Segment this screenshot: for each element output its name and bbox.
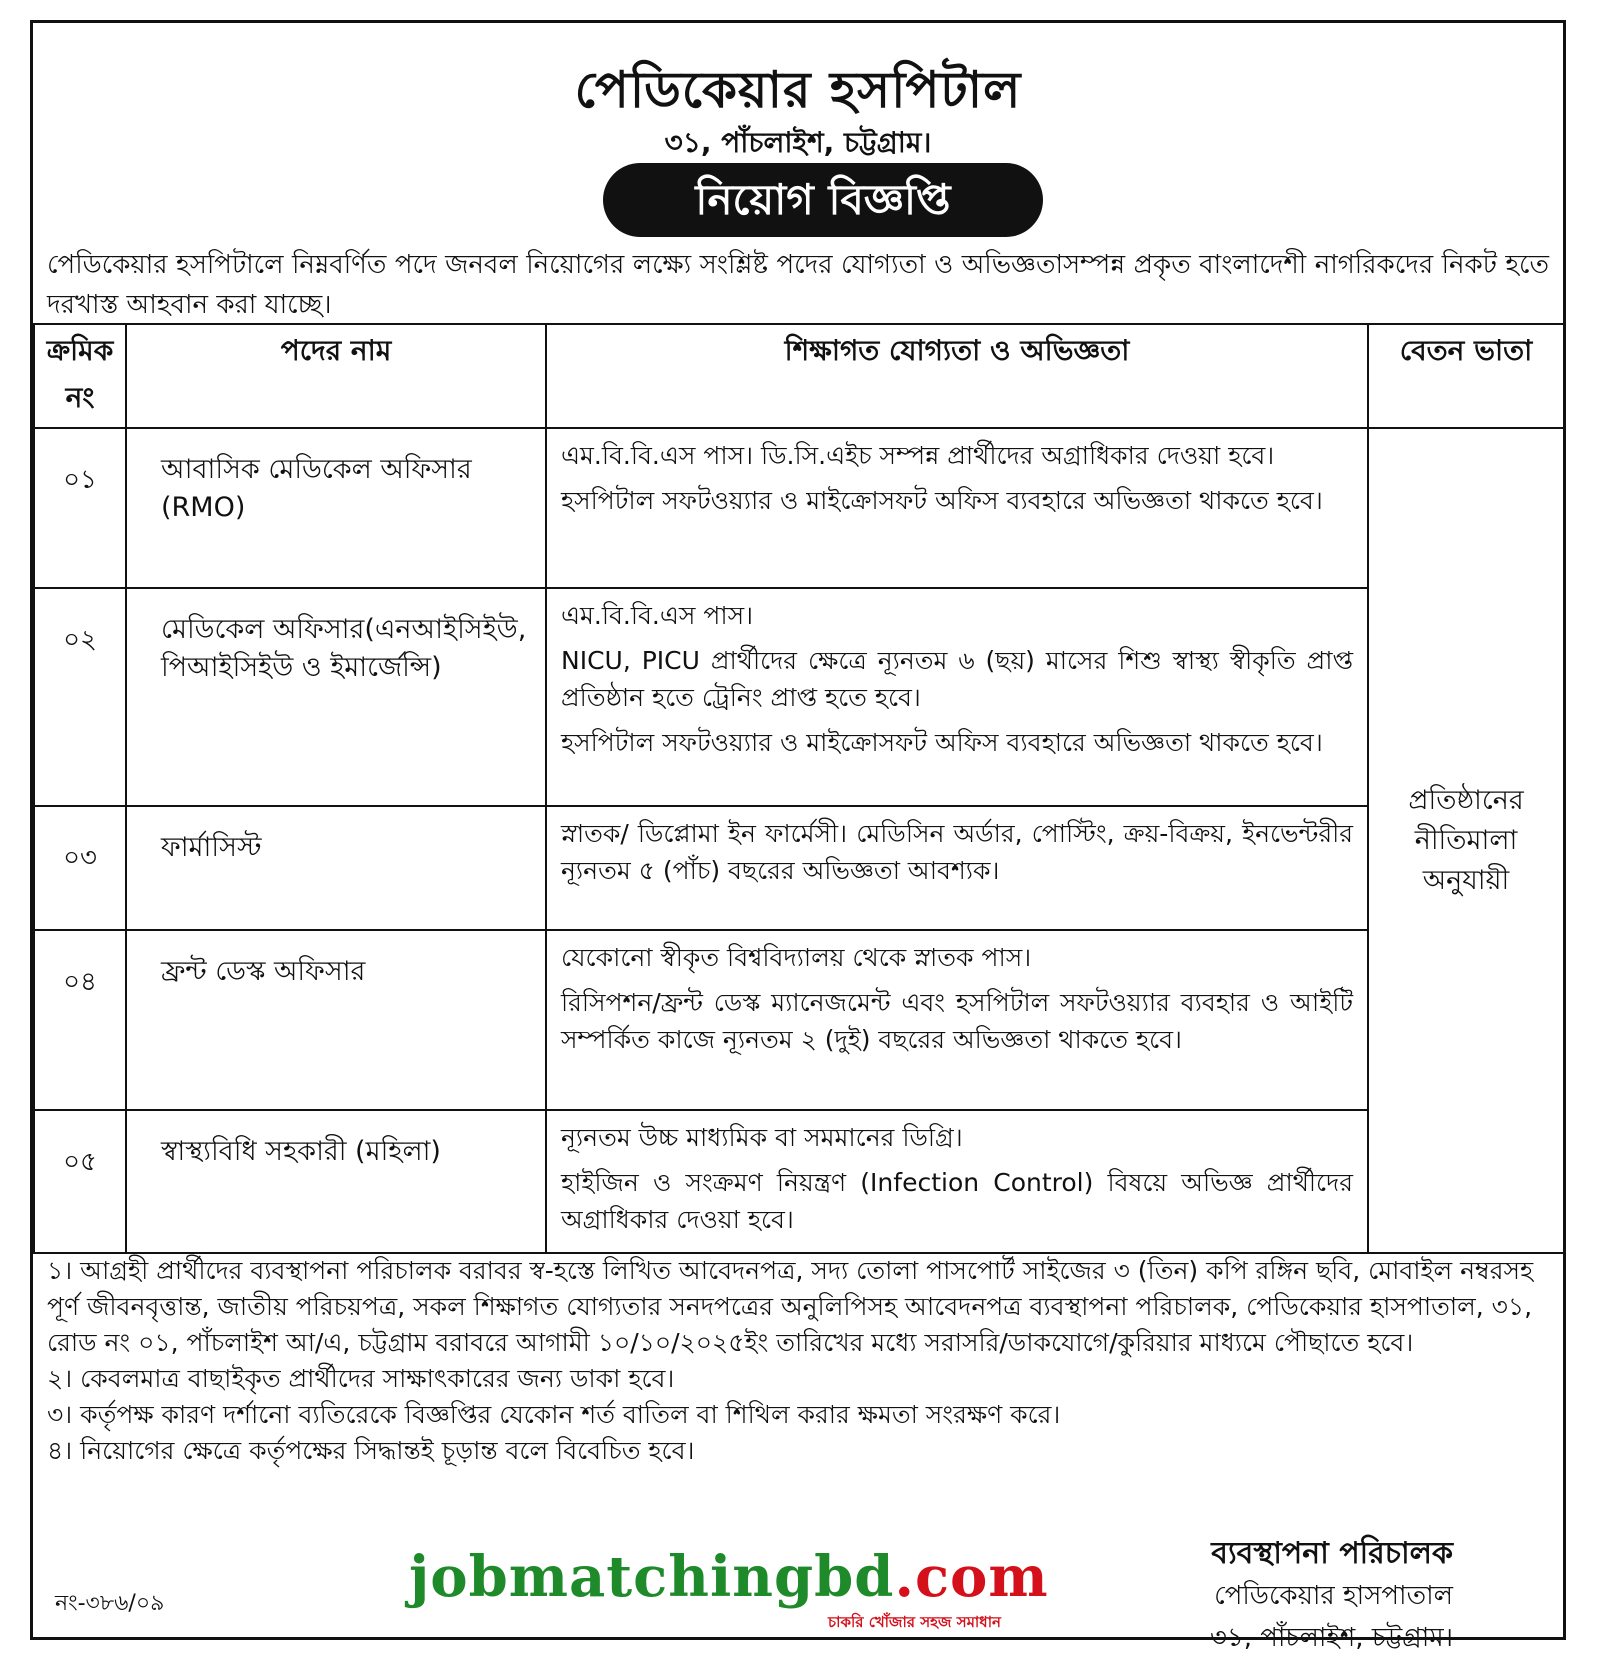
job-table <box>33 323 1565 1254</box>
notice-frame <box>30 20 1566 1653</box>
watermark-main: jobmatchingbd <box>409 1544 895 1610</box>
watermark-logo <box>409 1544 1049 1631</box>
row-serial: ০২ <box>34 588 126 806</box>
qualification-line: ন্যূনতম উচ্চ মাধ্যমিক বা সমমানের ডিগ্রি। <box>561 1123 963 1152</box>
row-qualification <box>546 930 1368 1110</box>
row-qualification <box>546 588 1368 806</box>
table-row <box>34 806 1564 930</box>
watermark-tagline: চাকরি খোঁজার সহজ সমাধান <box>828 1613 1001 1631</box>
intro-paragraph: পেডিকেয়ার হসপিটালে নিম্নবর্ণিত পদে জনবল নিয়োগের লক্ষ্যে সংশ্লিষ্ট পদের যোগ্যতা ও অভিজ্ঞতাসম্পন্ন প্রকৃত বাংলাদেশী নাগরিকদের নিকট হতে দরখাস্ত আহবান করা যাচ্ছে। <box>47 250 1549 320</box>
row-qualification <box>546 806 1368 930</box>
terms-list <box>47 1253 1549 1469</box>
row-post: ফার্মাসিস্ট <box>126 806 546 930</box>
row-post: ফ্রন্ট ডেস্ক অফিসার <box>126 930 546 1110</box>
qualification-line: NICU, PICU প্রার্থীদের ক্ষেত্রে ন্যূনতম ৬ (ছয়) মাসের শিশু স্বাস্থ্য স্বীকৃতি প্রাপ্ত প্রতিষ্ঠান হতে ট্রেনিং প্রাপ্ত হতে হবে। <box>561 646 1353 712</box>
table-row <box>34 1110 1564 1253</box>
qualification-line: এম.বি.বি.এস পাস। ডি.সি.এইচ সম্পন্ন প্রার্থীদের অগ্রাধিকার দেওয়া হবে। <box>561 441 1275 470</box>
row-post: স্বাস্থ্যবিধি সহকারী (মহিলা) <box>126 1110 546 1253</box>
row-post: মেডিকেল অফিসার(এনআইসিইউ, পিআইসিইউ ও ইমার্জেন্সি) <box>126 588 546 806</box>
qualification-line: হসপিটাল সফটওয়্যার ও মাইক্রোসফট অফিস ব্যবহারে অভিজ্ঞতা থাকতে হবে। <box>561 728 1323 757</box>
qualification-line: যেকোনো স্বীকৃত বিশ্ববিদ্যালয় থেকে স্নাতক পাস। <box>561 943 1032 972</box>
term-item: ৩। কর্তৃপক্ষ কারণ দর্শানো ব্যতিরেকে বিজ্ঞপ্তির যেকোন শর্ত বাতিল বা শিথিল করার ক্ষমতা সংরক্ষণ করে। <box>47 1400 1061 1429</box>
watermark-suffix: .com <box>894 1544 1049 1610</box>
qualification-line: হসপিটাল সফটওয়্যার ও মাইক্রোসফট অফিস ব্যবহারে অভিজ্ঞতা থাকতে হবে। <box>561 486 1323 515</box>
term-item: ২। কেবলমাত্র বাছাইকৃত প্রার্থীদের সাক্ষাৎকারের জন্য ডাকা হবে। <box>47 1364 675 1393</box>
row-serial: ০৫ <box>34 1110 126 1253</box>
signature-org: পেডিকেয়ার হাসপাতাল <box>1214 1581 1453 1611</box>
header-salary: বেতন ভাতা <box>1368 324 1564 428</box>
watermark-text <box>409 1544 1049 1610</box>
row-serial: ০৪ <box>34 930 126 1110</box>
qualification-line: এম.বি.বি.এস পাস। <box>561 601 754 630</box>
table-header-row <box>34 324 1564 428</box>
qualification-line: রিসিপশন/ফ্রন্ট ডেস্ক ম্যানেজমেন্ট এবং হসপিটাল সফটওয়্যার ব্যবহার ও আইটি সম্পর্কিত কাজে ন্যূনতম ২ (দুই) বছরের অভিজ্ঞতা থাকতে হবে। <box>561 988 1353 1054</box>
reference-number: নং-৩৮৬/০৯ <box>55 1591 165 1616</box>
qualification-line: হাইজিন ও সংক্রমণ নিয়ন্ত্রণ (Infection Control) বিষয়ে অভিজ্ঞ প্রার্থীদের অগ্রাধিকার দেওয়া হবে। <box>561 1168 1353 1234</box>
notice-badge: নিয়োগ বিজ্ঞপ্তি <box>603 163 1043 237</box>
header-post: পদের নাম <box>126 324 546 428</box>
row-qualification <box>546 428 1368 588</box>
row-serial: ০১ <box>34 428 126 588</box>
table-row <box>34 428 1564 588</box>
term-item: ৪। নিয়োগের ক্ষেত্রে কর্তৃপক্ষের সিদ্ধান্তই চূড়ান্ত বলে বিবেচিত হবে। <box>47 1436 695 1465</box>
salary-cell: প্রতিষ্ঠানের নীতিমালা অনুযায়ী <box>1368 428 1564 1253</box>
header-serial: ক্রমিক নং <box>34 324 126 428</box>
row-post: আবাসিক মেডিকেল অফিসার (RMO) <box>126 428 546 588</box>
signature-title: ব্যবস্থাপনা পরিচালক <box>1211 1536 1453 1571</box>
hospital-address: ৩১, পাঁচলাইশ, চট্টগ্রাম। <box>664 126 932 159</box>
signature-block <box>1210 1533 1453 1659</box>
header-qualification: শিক্ষাগত যোগ্যতা ও অভিজ্ঞতা <box>546 324 1368 428</box>
table-row <box>34 588 1564 806</box>
term-item: ১। আগ্রহী প্রার্থীদের ব্যবস্থাপনা পরিচালক বরাবর স্ব-হস্তে লিখিত আবেদনপত্র, সদ্য তোলা পাসপোর্ট সাইজের ৩ (তিন) কপি রঙ্গিন ছবি, মোবাইল নম্বরসহ পূর্ণ জীবনবৃত্তান্ত, জাতীয় পরিচয়পত্র, সকল শিক্ষাগত যোগ্যতার সনদপত্রের অনুলিপিসহ আবেদনপত্র ব্যবস্থাপনা পরিচালক, পেডিকেয়ার হাসপাতাল, ৩১, রোড নং ০১, পাঁচলাইশ আ/এ, চট্টগ্রাম বরাবরে আগামী ১০/১০/২০২৫ইং তারিখের মধ্যে সরাসরি/ডাকযোগে/কুরিয়ার মাধ্যমে পৌছাতে হবে। <box>47 1256 1534 1357</box>
table-row <box>34 930 1564 1110</box>
hospital-title: পেডিকেয়ার হসপিটাল <box>574 61 1022 119</box>
row-qualification <box>546 1110 1368 1253</box>
row-serial: ০৩ <box>34 806 126 930</box>
qualification-line: স্নাতক/ ডিপ্লোমা ইন ফার্মেসী। মেডিসিন অর্ডার, পোস্টিং, ক্রয়-বিক্রয়, ইনভেন্টরীর ন্যূনতম ৫ (পাঁচ) বছরের অভিজ্ঞতা আবশ্যক। <box>561 819 1353 885</box>
signature-address: ৩১, পাঁচলাইশ, চট্টগ্রাম। <box>1209 1623 1453 1653</box>
